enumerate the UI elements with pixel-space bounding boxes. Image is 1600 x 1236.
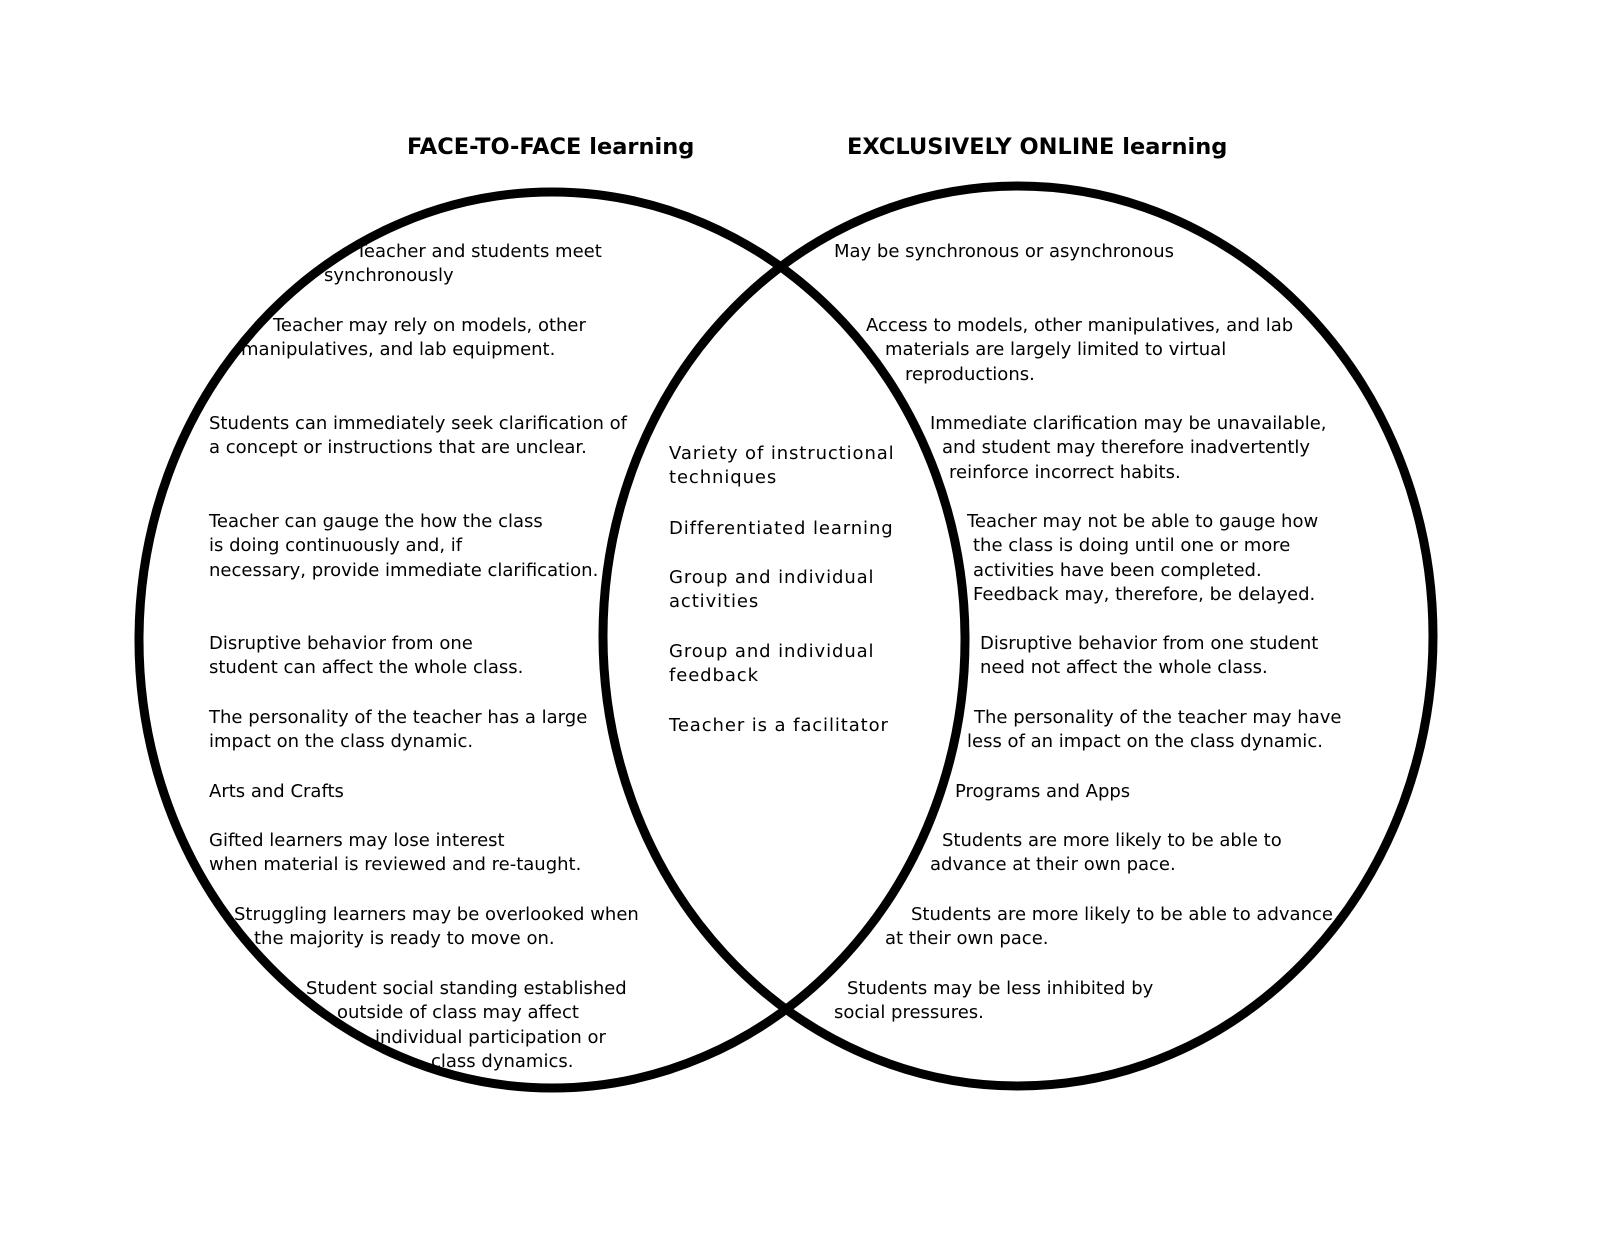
right-item-line: Programs and Apps — [955, 781, 1131, 802]
left-item-line: Arts and Crafts — [209, 781, 344, 802]
right-item-line: Students are more likely to be able to advance — [911, 904, 1333, 925]
left-item-line: is doing continuously and, if — [209, 535, 463, 557]
right-item — [0, 829, 1282, 878]
right-item-line: social pressures. — [834, 1002, 984, 1024]
right-item-line: May be synchronous or asynchronous — [834, 241, 1174, 262]
left-item-line: the majority is ready to move on. — [254, 928, 555, 950]
right-item — [0, 412, 1327, 485]
middle-item-line: activities — [669, 591, 760, 613]
left-item-line: Students can immediately seek clarification of — [209, 413, 627, 434]
right-item-line: Disruptive behavior from one student — [980, 633, 1319, 654]
right-item-line: and student may therefore inadvertently — [942, 437, 1311, 459]
right-item-line: reinforce incorrect habits. — [949, 461, 1181, 483]
right-item-line: need not affect the whole class. — [980, 657, 1268, 679]
left-item-line: Teacher can gauge the how the class — [209, 511, 543, 532]
right-item-line: reproductions. — [905, 363, 1035, 385]
middle-item-line: techniques — [669, 467, 778, 489]
left-item-line: student can affect the whole class. — [209, 657, 524, 679]
left-item-line: synchronously — [324, 265, 454, 287]
right-item-line: Immediate clarification may be unavailable, — [930, 413, 1327, 434]
right-item-line: Teacher may not be able to gauge how — [967, 511, 1319, 532]
right-item-line: materials are largely limited to virtual — [885, 339, 1227, 361]
left-item-line: class dynamics. — [431, 1050, 574, 1072]
right-item-line: less of an impact on the class dynamic. — [967, 731, 1323, 753]
right-item-line: Access to models, other manipulatives, and lab — [866, 315, 1294, 336]
middle-item-line: feedback — [669, 665, 759, 687]
left-item-line: Struggling learners may be overlooked when — [234, 904, 639, 925]
middle-item-line: Variety of instructional — [669, 443, 895, 464]
right-item — [0, 780, 1130, 804]
right-item — [0, 240, 1174, 264]
right-item-line: Students are more likely to be able to — [942, 830, 1282, 851]
right-item — [0, 977, 1153, 1026]
right-item-line: Students may be less inhibited by — [847, 978, 1154, 999]
left-item-line: necessary, provide immediate clarification. — [209, 559, 599, 581]
left-item-line: Student social standing established — [306, 978, 627, 999]
middle-item-line: Teacher is a facilitator — [669, 715, 889, 736]
right-item-line: the class is doing until one or more — [973, 535, 1291, 557]
left-item-line: The personality of the teacher has a large — [209, 707, 588, 728]
left-item-line: Teacher and students meet — [356, 241, 602, 262]
left-item-line: Gifted learners may lose interest — [209, 830, 505, 851]
right-item-line: activities have been completed. — [973, 559, 1262, 581]
right-item — [0, 510, 1318, 607]
right-item-line: The personality of the teacher may have — [974, 707, 1342, 728]
right-item-line: Feedback may, therefore, be delayed. — [973, 583, 1316, 605]
left-item-line: Teacher may rely on models, other — [273, 315, 586, 336]
left-item-line: outside of class may affect — [337, 1002, 579, 1024]
middle-item-line: Group and individual — [669, 567, 875, 588]
right-item — [0, 706, 1341, 755]
left-item-line: manipulatives, and lab equipment. — [241, 339, 556, 361]
middle-item-line: Differentiated learning — [669, 518, 894, 539]
right-item — [0, 632, 1318, 681]
left-item-line: Disruptive behavior from one — [209, 633, 473, 654]
right-item-line: at their own pace. — [885, 928, 1049, 950]
left-item-line: individual participation or — [375, 1026, 606, 1048]
online-title: EXCLUSIVELY ONLINE learning — [847, 134, 1228, 160]
right-item — [0, 314, 1293, 387]
left-item-line: a concept or instructions that are unclear. — [209, 437, 587, 459]
left-item-line: impact on the class dynamic. — [209, 731, 474, 753]
right-item — [0, 903, 1333, 952]
face-to-face-title: FACE-TO-FACE learning — [407, 134, 695, 160]
middle-item-line: Group and individual — [669, 641, 875, 662]
right-item-line: advance at their own pace. — [930, 854, 1176, 876]
left-item-line: when material is reviewed and re-taught. — [209, 854, 582, 876]
